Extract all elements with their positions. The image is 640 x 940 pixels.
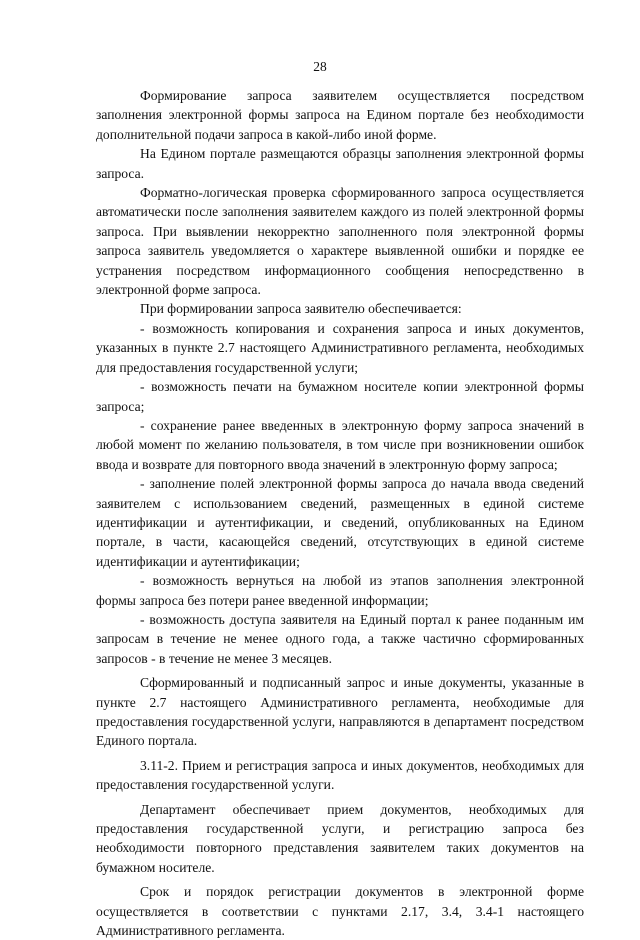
list-item: - возможность доступа заявителя на Единый портал к ранее поданным им запросам в течение не менее одного года, а также частично сформированных запросов - в течение не менее 3 месяцев. xyxy=(96,611,584,666)
list-item: - возможность печати на бумажном носителе копии электронной формы запроса; xyxy=(96,379,584,414)
paragraph: Форматно-логическая проверка сформированного запроса осуществляется автоматически после заполнения заявителем каждого из полей электронной формы запроса. При выявлении некорректно заполненного поля электронной формы запроса заявитель уведомляется о характере выявленной ошибки и порядке ее устранения посредством информационного сообщения непосредственно в электронной форме запроса. xyxy=(96,185,584,298)
list-item: - сохранение ранее введенных в электронную форму запроса значений в любой момент по желанию пользователя, в том числе при возникновении ошибок ввода и возврате для повторного ввода значений в электронную форму запроса; xyxy=(96,417,584,472)
paragraph: Срок и порядок регистрации документов в электронной форме осуществляется в соответствии с пунктами 2.17, 3.4, 3.4-1 настоящего Административного регламента. xyxy=(96,884,584,939)
page-number: 28 xyxy=(313,59,327,74)
paragraph: На Едином портале размещаются образцы заполнения электронной формы запроса. xyxy=(96,146,584,181)
paragraph: Формирование запроса заявителем осуществляется посредством заполнения электронной формы запроса на Едином портале без необходимости дополнительной подачи запроса в какой-либо иной форме. xyxy=(96,88,584,142)
paragraph: Департамент обеспечивает прием документов, необходимых для предоставления государственной услуги, и регистрацию запроса без необходимости повторного представления заявителем таких документов на бумажном носителе. xyxy=(96,801,584,875)
section-heading: 3.11-2. Прием и регистрация запроса и иных документов, необходимых для предоставления государственной услуги. xyxy=(96,757,584,793)
list-item: - заполнение полей электронной формы запроса до начала ввода сведений заявителем с использованием сведений, размещенных в единой системе идентификации и аутентификации, и сведений, опубликованных на Едином портале, в части, касающейся сведений, отсутствующих в единой системе идентификации и аутентификации; xyxy=(96,476,584,569)
document-body xyxy=(96,86,584,940)
paragraph: Сформированный и подписанный запрос и иные документы, указанные в пункте 2.7 настоящего Административного регламента, необходимые для предоставления государственной услуги, направляются в департамент посредством Единого портала. xyxy=(96,675,584,749)
paragraph: При формировании запроса заявителю обеспечивается: xyxy=(140,301,462,317)
list-item: - возможность копирования и сохранения запроса и иных документов, указанных в пункте 2.7 настоящего Административного регламента, необходимых для предоставления государственной услуги; xyxy=(96,320,584,375)
list-item: - возможность вернуться на любой из этапов заполнения электронной формы запроса без потери ранее введенной информации; xyxy=(96,573,584,608)
